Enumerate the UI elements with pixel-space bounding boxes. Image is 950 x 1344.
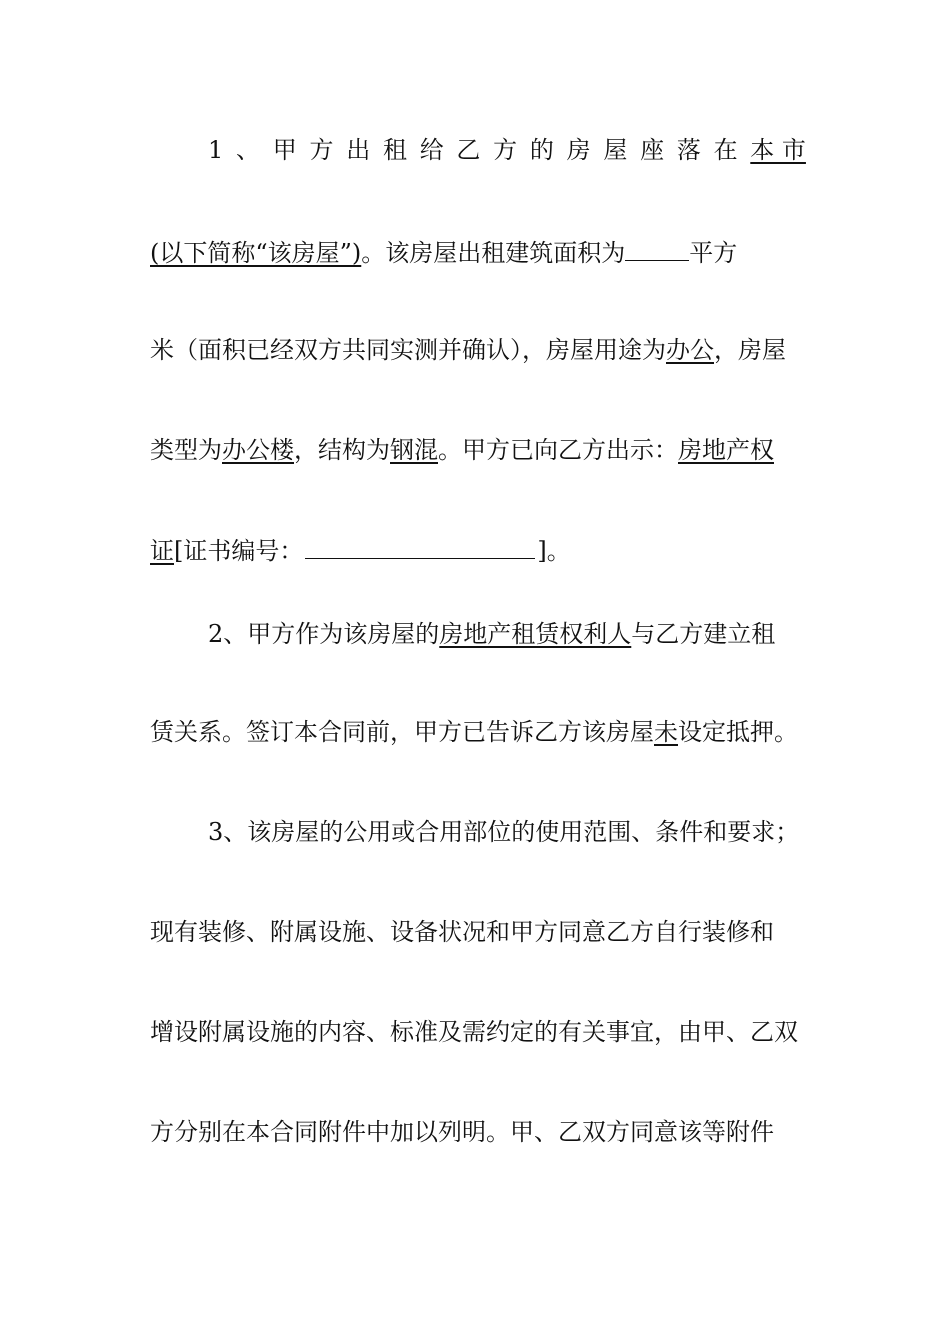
mortgage-text: 赁关系。签订本合同前，甲方已告诉乙方该房屋 bbox=[150, 718, 654, 746]
role-label: 2、甲方作为该房屋的 bbox=[208, 620, 440, 648]
cert-number-blank bbox=[305, 528, 535, 559]
type-label: 类型为 bbox=[150, 436, 222, 464]
paragraph-1-line-1-char: 座 bbox=[640, 136, 665, 164]
paragraph-1-line-1-char: 甲 bbox=[272, 136, 297, 164]
area-unit: 平方 bbox=[689, 239, 738, 267]
premises-shortname: (以下简称“该房屋”) bbox=[150, 239, 362, 267]
paragraph-1-line-1-char: 租 bbox=[382, 136, 407, 164]
paragraph-2-line-2 bbox=[150, 712, 806, 752]
paragraph-1-line-1-char: 的 bbox=[529, 136, 554, 164]
paragraph-1-line-1-char: 出 bbox=[346, 136, 371, 164]
paragraph-1-line-1-char: 给 bbox=[419, 136, 444, 164]
paragraph-2-line-1 bbox=[208, 614, 806, 654]
cert-value: 房地产权 bbox=[678, 436, 774, 464]
paragraph-1-line-1-char: 乙 bbox=[456, 136, 481, 164]
paragraph-1-line-4 bbox=[150, 430, 806, 470]
paragraph-1-line-1-char: 在 bbox=[713, 136, 738, 164]
purpose-text: 米（面积已经双方共同实测并确认），房屋用途为 bbox=[150, 336, 666, 364]
paragraph-3-line-2: 现有装修、附属设施、设备状况和甲方同意乙方自行装修和 bbox=[150, 918, 774, 946]
purpose-text-tail: ，房屋 bbox=[714, 336, 786, 364]
mortgage-status: 未 bbox=[654, 718, 678, 746]
paragraph-1-line-3 bbox=[150, 330, 806, 370]
structure-label: ，结构为 bbox=[294, 436, 390, 464]
paragraph-1-line-5 bbox=[150, 528, 806, 568]
role-value: 房地产租赁权利人 bbox=[439, 620, 632, 648]
paragraph-1-line-1-char: 方 bbox=[493, 136, 518, 164]
role-text-tail: 与乙方建立租 bbox=[631, 620, 776, 648]
paragraph-3-line-1: 3、该房屋的公用或合用部位的使用范围、条件和要求； bbox=[208, 818, 800, 846]
paragraph-1-line-1-char: 落 bbox=[676, 136, 701, 164]
paragraph-1-line-2 bbox=[150, 230, 806, 270]
cert-number-tail: ]。 bbox=[537, 537, 571, 565]
mortgage-text-tail: 设定抵押。 bbox=[678, 718, 798, 746]
area-text: 。该房屋出租建筑面积为 bbox=[361, 239, 626, 267]
paragraph-1-line-1-char: 房 bbox=[566, 136, 591, 164]
paragraph-3-line-3: 增设附属设施的内容、标准及需约定的有关事宜，由甲、乙双 bbox=[150, 1018, 798, 1046]
area-blank bbox=[625, 230, 689, 261]
cert-number-label: [证书编号： bbox=[174, 537, 304, 565]
purpose-value: 办公 bbox=[666, 336, 714, 364]
paragraph-3-line-4: 方分别在本合同附件中加以列明。甲、乙双方同意该等附件 bbox=[150, 1118, 774, 1146]
paragraph-1-line-1-char: 、 bbox=[236, 136, 261, 164]
type-value: 办公楼 bbox=[222, 436, 294, 464]
location-value: 本 市 bbox=[750, 136, 806, 164]
structure-value: 钢混 bbox=[390, 436, 438, 464]
paragraph-1-line-1-char: 1 bbox=[208, 136, 224, 164]
paragraph-1-line-1 bbox=[208, 130, 806, 170]
paragraph-1-line-1-char: 屋 bbox=[603, 136, 628, 164]
cert-value-end: 证 bbox=[150, 537, 174, 565]
cert-label: 。甲方已向乙方出示： bbox=[438, 436, 678, 464]
paragraph-1-line-1-char: 方 bbox=[309, 136, 334, 164]
